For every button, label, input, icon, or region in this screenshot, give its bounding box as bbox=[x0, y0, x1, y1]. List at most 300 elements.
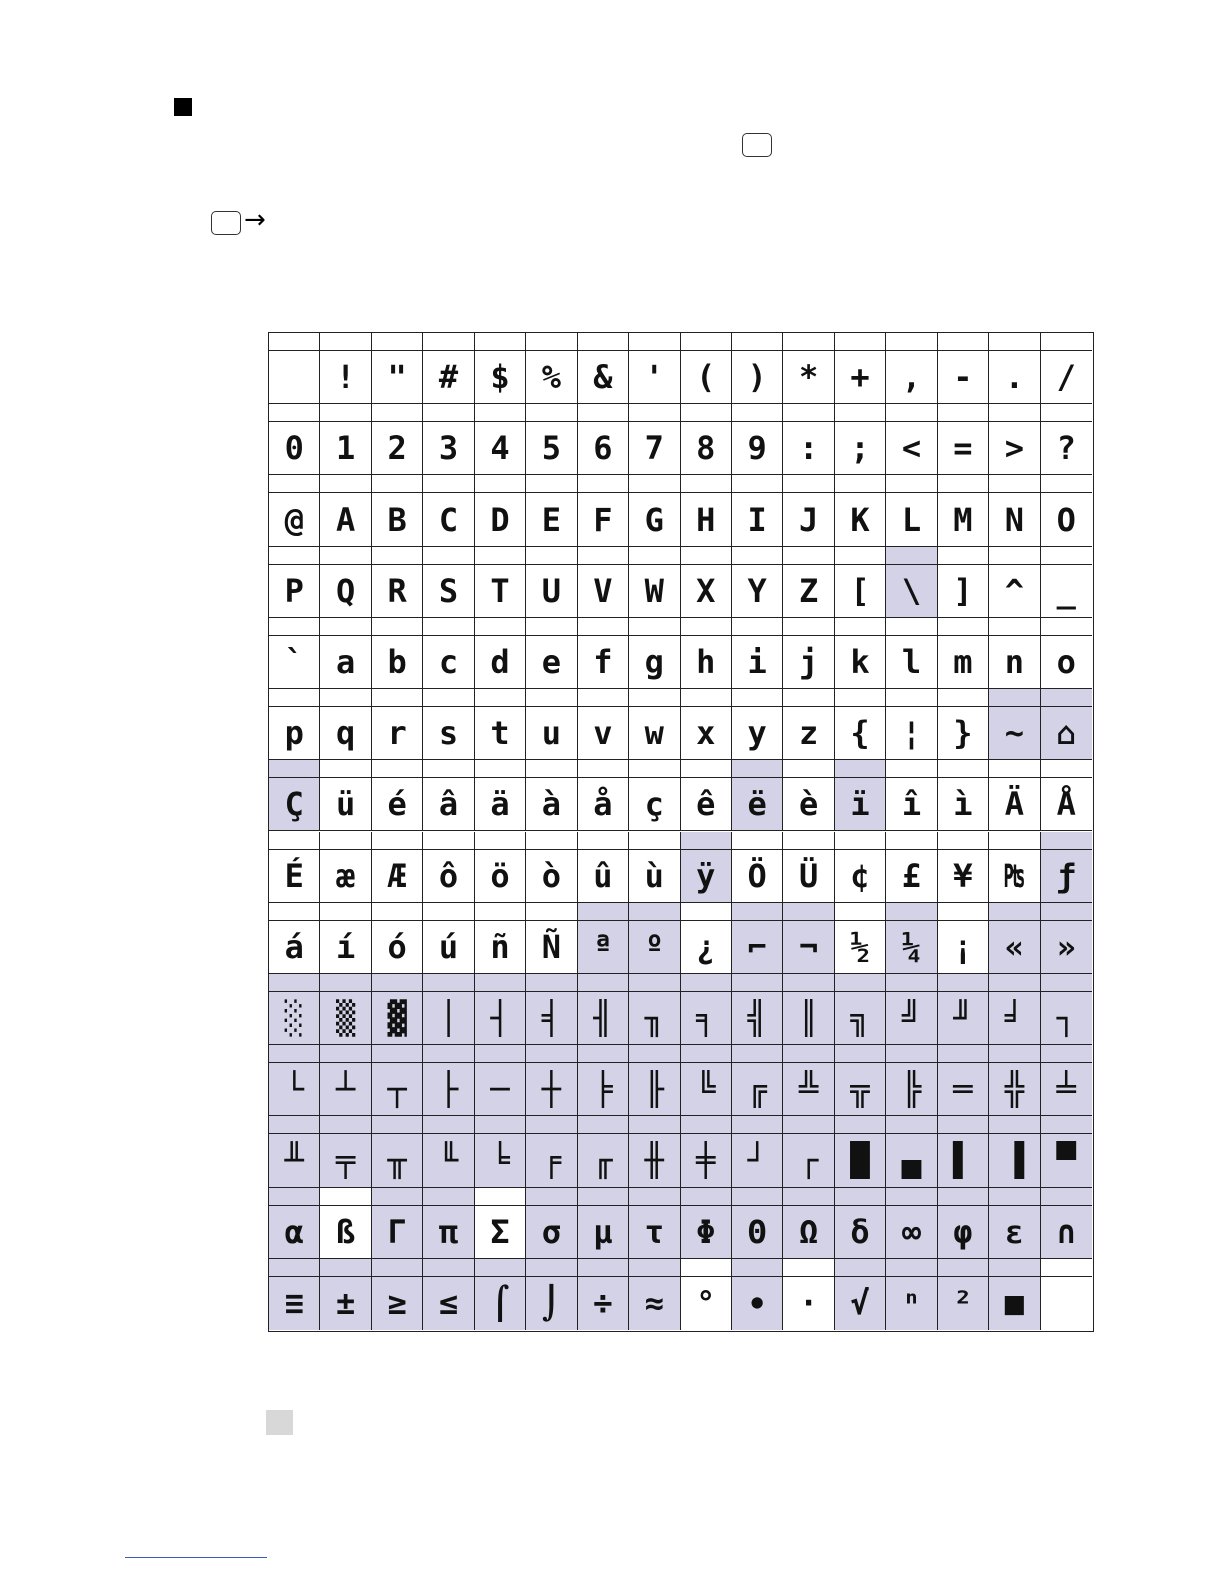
cell-header-strip bbox=[886, 832, 936, 850]
cell-glyph: 4 bbox=[490, 429, 510, 468]
cell-header-strip bbox=[783, 1259, 833, 1277]
table-cell bbox=[1041, 547, 1092, 618]
cell-glyph: π bbox=[438, 1212, 459, 1251]
cell-glyph: ª bbox=[593, 927, 613, 966]
cell-header-strip bbox=[578, 1116, 628, 1134]
cell-header-strip bbox=[423, 1116, 473, 1134]
cell-header-strip bbox=[578, 903, 628, 921]
cell-header-strip bbox=[886, 974, 936, 992]
cell-glyph: Ω bbox=[798, 1212, 819, 1251]
table-cell bbox=[475, 333, 526, 404]
cell-header-strip bbox=[989, 760, 1039, 778]
cell-glyph: ┬ bbox=[387, 1070, 407, 1109]
table-cell bbox=[423, 547, 474, 618]
table-cell bbox=[475, 1116, 526, 1187]
cell-glyph: i bbox=[747, 642, 767, 681]
cell-glyph: 0 bbox=[284, 429, 304, 468]
cell-header-strip bbox=[783, 760, 833, 778]
table-cell bbox=[320, 760, 371, 831]
cell-glyph: µ bbox=[593, 1212, 613, 1251]
cell-header-strip bbox=[629, 333, 679, 351]
cell-header-strip bbox=[372, 1188, 422, 1206]
cell-header-strip bbox=[526, 689, 576, 707]
cell-glyph: â bbox=[438, 785, 459, 824]
cell-header-strip bbox=[475, 618, 525, 636]
cell-glyph: √ bbox=[850, 1284, 870, 1323]
cell-header-strip bbox=[320, 404, 370, 422]
cell-header-strip bbox=[681, 1116, 731, 1134]
cell-header-strip bbox=[629, 1116, 679, 1134]
cell-glyph: u bbox=[541, 714, 562, 753]
table-cell bbox=[372, 832, 423, 903]
table-cell bbox=[423, 903, 474, 974]
table-cell bbox=[372, 404, 423, 475]
table-cell bbox=[475, 760, 526, 831]
cell-header-strip bbox=[320, 1045, 370, 1063]
cell-header-strip bbox=[783, 1188, 833, 1206]
cell-glyph: [ bbox=[850, 571, 870, 610]
cell-header-strip bbox=[269, 618, 319, 636]
cell-glyph: 7 bbox=[644, 429, 664, 468]
table-cell bbox=[475, 689, 526, 760]
cell-glyph: ╤ bbox=[336, 1141, 356, 1180]
table-cell bbox=[269, 689, 320, 760]
table-cell bbox=[732, 689, 783, 760]
table-cell bbox=[681, 618, 732, 689]
cell-header-strip bbox=[423, 404, 473, 422]
table-cell bbox=[732, 974, 783, 1045]
cell-glyph: R bbox=[387, 571, 407, 610]
table-cell bbox=[938, 1188, 989, 1259]
cell-header-strip bbox=[938, 404, 988, 422]
cell-glyph: W bbox=[644, 571, 664, 610]
cell-glyph: c bbox=[438, 642, 459, 681]
legend-swatch bbox=[266, 1410, 293, 1435]
table-cell bbox=[475, 832, 526, 903]
table-cell bbox=[835, 1045, 886, 1116]
cell-glyph: ¡ bbox=[953, 927, 973, 966]
cell-header-strip bbox=[320, 1259, 370, 1277]
table-cell bbox=[989, 475, 1040, 546]
cell-header-strip bbox=[681, 760, 731, 778]
cell-header-strip bbox=[526, 760, 576, 778]
cell-header-strip bbox=[269, 689, 319, 707]
cell-header-strip bbox=[423, 689, 473, 707]
table-cell bbox=[320, 1045, 371, 1116]
cell-glyph: B bbox=[387, 500, 407, 539]
cell-header-strip bbox=[886, 689, 936, 707]
cell-header-strip bbox=[989, 689, 1039, 707]
cell-glyph: ╬ bbox=[1004, 1070, 1024, 1109]
cell-header-strip bbox=[423, 974, 473, 992]
cell-glyph: î bbox=[901, 785, 922, 824]
cell-header-strip bbox=[372, 832, 422, 850]
table-cell bbox=[886, 333, 937, 404]
cell-glyph: ═ bbox=[953, 1070, 973, 1109]
key-box-icon bbox=[742, 133, 772, 157]
cell-header-strip bbox=[320, 832, 370, 850]
table-cell bbox=[681, 689, 732, 760]
cell-header-strip bbox=[423, 475, 473, 493]
cell-glyph: D bbox=[490, 500, 510, 539]
cell-header-strip bbox=[320, 974, 370, 992]
cell-glyph: 6 bbox=[593, 429, 613, 468]
cell-glyph: - bbox=[953, 358, 973, 397]
cell-header-strip bbox=[886, 333, 936, 351]
cell-glyph: º bbox=[644, 927, 664, 966]
cell-header-strip bbox=[989, 547, 1039, 565]
cell-header-strip bbox=[475, 760, 525, 778]
cell-header-strip bbox=[372, 333, 422, 351]
cell-header-strip bbox=[578, 1259, 628, 1277]
cell-glyph: 5 bbox=[541, 429, 562, 468]
table-cell bbox=[423, 333, 474, 404]
cell-glyph: , bbox=[901, 358, 922, 397]
cell-glyph: · bbox=[798, 1284, 819, 1323]
cell-header-strip bbox=[1041, 974, 1092, 992]
character-code-table bbox=[268, 332, 1094, 1332]
cell-glyph: ê bbox=[696, 785, 716, 824]
cell-glyph: ▓ bbox=[387, 999, 407, 1038]
table-cell bbox=[989, 1259, 1040, 1330]
table-cell bbox=[1041, 689, 1092, 760]
table-cell bbox=[835, 760, 886, 831]
cell-header-strip bbox=[681, 333, 731, 351]
cell-header-strip bbox=[475, 1259, 525, 1277]
table-cell bbox=[886, 475, 937, 546]
cell-header-strip bbox=[1041, 475, 1092, 493]
cell-glyph: ¦ bbox=[901, 714, 922, 753]
cell-glyph: e bbox=[541, 642, 562, 681]
cell-glyph: ╛ bbox=[1004, 999, 1024, 1038]
cell-header-strip bbox=[835, 974, 885, 992]
table-cell bbox=[269, 760, 320, 831]
cell-glyph: ½ bbox=[850, 927, 870, 966]
cell-glyph: < bbox=[901, 429, 922, 468]
cell-header-strip bbox=[578, 333, 628, 351]
cell-glyph: ö bbox=[490, 856, 510, 895]
table-cell bbox=[938, 618, 989, 689]
cell-glyph: s bbox=[438, 714, 459, 753]
cell-header-strip bbox=[475, 1045, 525, 1063]
table-cell bbox=[629, 832, 680, 903]
cell-glyph: ƒ bbox=[1056, 856, 1076, 895]
cell-header-strip bbox=[372, 689, 422, 707]
cell-glyph: b bbox=[387, 642, 407, 681]
cell-glyph: ε bbox=[1004, 1212, 1024, 1251]
table-cell bbox=[629, 760, 680, 831]
cell-header-strip bbox=[475, 832, 525, 850]
cell-glyph: ~ bbox=[1004, 714, 1024, 753]
table-cell bbox=[578, 404, 629, 475]
cell-glyph: █ bbox=[850, 1141, 870, 1180]
cell-glyph: > bbox=[1004, 429, 1024, 468]
cell-header-strip bbox=[475, 475, 525, 493]
table-cell bbox=[783, 475, 834, 546]
cell-header-strip bbox=[886, 760, 936, 778]
cell-glyph: j bbox=[798, 642, 819, 681]
table-cell bbox=[989, 1188, 1040, 1259]
table-cell bbox=[732, 475, 783, 546]
cell-glyph: L bbox=[901, 500, 922, 539]
table-cell bbox=[526, 1045, 577, 1116]
cell-header-strip bbox=[938, 333, 988, 351]
cell-glyph: ` bbox=[284, 642, 304, 681]
cell-header-strip bbox=[372, 1116, 422, 1134]
table-cell bbox=[423, 475, 474, 546]
cell-glyph: ] bbox=[953, 571, 973, 610]
table-row bbox=[269, 974, 1093, 1045]
table-cell bbox=[732, 547, 783, 618]
cell-header-strip bbox=[732, 1259, 782, 1277]
table-cell bbox=[629, 1045, 680, 1116]
table-cell bbox=[578, 760, 629, 831]
cell-header-strip bbox=[835, 832, 885, 850]
cell-header-strip bbox=[732, 903, 782, 921]
table-cell bbox=[783, 903, 834, 974]
cell-header-strip bbox=[269, 1259, 319, 1277]
cell-header-strip bbox=[835, 760, 885, 778]
cell-glyph: Ñ bbox=[541, 927, 562, 966]
cell-glyph: £ bbox=[901, 856, 922, 895]
cell-glyph: @ bbox=[284, 500, 304, 539]
table-cell bbox=[835, 1116, 886, 1187]
cell-glyph: x bbox=[696, 714, 716, 753]
table-cell bbox=[578, 832, 629, 903]
cell-glyph bbox=[269, 351, 319, 403]
table-cell bbox=[938, 903, 989, 974]
cell-glyph: ( bbox=[696, 358, 716, 397]
table-cell bbox=[783, 832, 834, 903]
table-cell bbox=[372, 475, 423, 546]
table-cell bbox=[835, 333, 886, 404]
cell-header-strip bbox=[938, 974, 988, 992]
cell-glyph: ú bbox=[438, 927, 459, 966]
cell-header-strip bbox=[578, 404, 628, 422]
table-cell bbox=[681, 333, 732, 404]
cell-glyph: α bbox=[284, 1212, 304, 1251]
cell-header-strip bbox=[989, 1045, 1039, 1063]
cell-glyph: C bbox=[438, 500, 459, 539]
table-cell bbox=[835, 547, 886, 618]
table-cell bbox=[886, 404, 937, 475]
cell-glyph: m bbox=[953, 642, 973, 681]
cell-glyph: ^ bbox=[1004, 571, 1024, 610]
cell-glyph: 9 bbox=[747, 429, 767, 468]
cell-glyph: ' bbox=[644, 358, 664, 397]
cell-glyph: ╥ bbox=[387, 1141, 407, 1180]
cell-glyph: { bbox=[850, 714, 870, 753]
cell-header-strip bbox=[526, 618, 576, 636]
cell-glyph: r bbox=[387, 714, 407, 753]
cell-glyph: n bbox=[1004, 642, 1024, 681]
table-cell bbox=[886, 1259, 937, 1330]
cell-header-strip bbox=[938, 903, 988, 921]
table-cell bbox=[269, 333, 320, 404]
cell-header-strip bbox=[320, 689, 370, 707]
table-cell bbox=[372, 974, 423, 1045]
cell-header-strip bbox=[938, 832, 988, 850]
cell-glyph: O bbox=[1056, 500, 1076, 539]
cell-header-strip bbox=[526, 475, 576, 493]
cell-header-strip bbox=[475, 689, 525, 707]
cell-header-strip bbox=[1041, 903, 1092, 921]
cell-glyph: ├ bbox=[438, 1070, 459, 1109]
cell-glyph: ╞ bbox=[593, 1070, 613, 1109]
cell-glyph: σ bbox=[541, 1212, 562, 1251]
cell-glyph: ² bbox=[953, 1284, 973, 1323]
cell-glyph: l bbox=[901, 642, 922, 681]
cell-header-strip bbox=[320, 618, 370, 636]
cell-header-strip bbox=[269, 1116, 319, 1134]
cell-glyph: Σ bbox=[490, 1212, 510, 1251]
cell-glyph: ÷ bbox=[593, 1284, 613, 1323]
cell-glyph: ! bbox=[336, 358, 356, 397]
cell-glyph: φ bbox=[953, 1212, 973, 1251]
cell-header-strip bbox=[320, 903, 370, 921]
table-cell bbox=[423, 1045, 474, 1116]
table-cell bbox=[578, 475, 629, 546]
table-cell bbox=[372, 1045, 423, 1116]
cell-glyph: = bbox=[953, 429, 973, 468]
table-cell bbox=[372, 1259, 423, 1330]
cell-header-strip bbox=[629, 1259, 679, 1277]
key-box-icon bbox=[211, 211, 241, 235]
cell-glyph: ß bbox=[336, 1212, 356, 1251]
table-cell bbox=[423, 1259, 474, 1330]
cell-glyph: ¼ bbox=[901, 927, 922, 966]
cell-header-strip bbox=[681, 618, 731, 636]
cell-glyph: Y bbox=[747, 571, 767, 610]
cell-header-strip bbox=[732, 404, 782, 422]
cell-header-strip bbox=[1041, 618, 1092, 636]
table-cell bbox=[526, 547, 577, 618]
table-cell bbox=[526, 689, 577, 760]
cell-glyph: A bbox=[336, 500, 356, 539]
table-cell bbox=[320, 618, 371, 689]
cell-glyph: ∙ bbox=[747, 1284, 767, 1323]
cell-glyph: ç bbox=[644, 785, 664, 824]
table-cell bbox=[475, 404, 526, 475]
cell-header-strip bbox=[835, 689, 885, 707]
cell-header-strip bbox=[475, 974, 525, 992]
table-cell bbox=[269, 618, 320, 689]
cell-header-strip bbox=[475, 1188, 525, 1206]
cell-glyph: N bbox=[1004, 500, 1024, 539]
cell-header-strip bbox=[681, 1045, 731, 1063]
cell-glyph: è bbox=[798, 785, 819, 824]
table-cell bbox=[578, 618, 629, 689]
table-cell bbox=[526, 974, 577, 1045]
cell-glyph: M bbox=[953, 500, 973, 539]
cell-header-strip bbox=[835, 475, 885, 493]
table-cell bbox=[989, 903, 1040, 974]
cell-header-strip bbox=[886, 1259, 936, 1277]
table-cell bbox=[886, 618, 937, 689]
table-cell bbox=[938, 404, 989, 475]
table-cell bbox=[989, 1116, 1040, 1187]
table-cell bbox=[320, 475, 371, 546]
cell-header-strip bbox=[526, 832, 576, 850]
cell-glyph: ╕ bbox=[696, 999, 716, 1038]
cell-glyph: ╠ bbox=[901, 1070, 922, 1109]
cell-glyph: K bbox=[850, 500, 870, 539]
table-cell bbox=[269, 1116, 320, 1187]
table-cell bbox=[732, 832, 783, 903]
cell-header-strip bbox=[732, 974, 782, 992]
cell-glyph: ï bbox=[850, 785, 870, 824]
cell-glyph: w bbox=[644, 714, 664, 753]
table-cell bbox=[783, 1045, 834, 1116]
table-row bbox=[269, 1116, 1093, 1187]
table-cell bbox=[989, 689, 1040, 760]
cell-header-strip bbox=[578, 832, 628, 850]
cell-glyph: ▄ bbox=[901, 1141, 922, 1180]
cell-header-strip bbox=[423, 618, 473, 636]
cell-header-strip bbox=[681, 689, 731, 707]
cell-glyph: % bbox=[541, 358, 562, 397]
cell-header-strip bbox=[526, 1045, 576, 1063]
table-cell bbox=[578, 547, 629, 618]
cell-glyph: ╢ bbox=[593, 999, 613, 1038]
cell-header-strip bbox=[732, 1116, 782, 1134]
cell-header-strip bbox=[1041, 1116, 1092, 1134]
cell-header-strip bbox=[835, 404, 885, 422]
cell-header-strip bbox=[835, 1188, 885, 1206]
table-cell bbox=[886, 760, 937, 831]
cell-header-strip bbox=[320, 547, 370, 565]
table-cell bbox=[681, 1188, 732, 1259]
table-cell bbox=[732, 404, 783, 475]
cell-header-strip bbox=[526, 404, 576, 422]
cell-glyph: ▐ bbox=[1004, 1141, 1024, 1180]
table-cell bbox=[578, 1045, 629, 1116]
cell-glyph: é bbox=[387, 785, 407, 824]
table-cell bbox=[475, 1259, 526, 1330]
cell-glyph: : bbox=[798, 429, 819, 468]
cell-glyph: t bbox=[490, 714, 510, 753]
cell-header-strip bbox=[423, 333, 473, 351]
table-cell bbox=[886, 832, 937, 903]
table-cell bbox=[475, 475, 526, 546]
cell-header-strip bbox=[578, 1045, 628, 1063]
cell-header-strip bbox=[732, 618, 782, 636]
cell-header-strip bbox=[320, 475, 370, 493]
cell-header-strip bbox=[423, 1259, 473, 1277]
cell-header-strip bbox=[681, 547, 731, 565]
table-cell bbox=[526, 903, 577, 974]
cell-header-strip bbox=[835, 547, 885, 565]
cell-glyph: τ bbox=[644, 1212, 664, 1251]
table-cell bbox=[989, 832, 1040, 903]
table-cell bbox=[886, 974, 937, 1045]
cell-glyph: F bbox=[593, 500, 613, 539]
cell-header-strip bbox=[681, 903, 731, 921]
cell-glyph: k bbox=[850, 642, 870, 681]
table-cell bbox=[475, 974, 526, 1045]
cell-glyph: ¬ bbox=[798, 927, 819, 966]
cell-header-strip bbox=[783, 974, 833, 992]
table-cell bbox=[835, 689, 886, 760]
table-cell bbox=[269, 404, 320, 475]
cell-glyph: ó bbox=[387, 927, 407, 966]
cell-glyph: à bbox=[541, 785, 562, 824]
square-bullet-icon bbox=[174, 98, 192, 116]
table-cell bbox=[1041, 475, 1092, 546]
table-cell bbox=[886, 1116, 937, 1187]
cell-glyph: å bbox=[593, 785, 613, 824]
table-cell bbox=[320, 689, 371, 760]
